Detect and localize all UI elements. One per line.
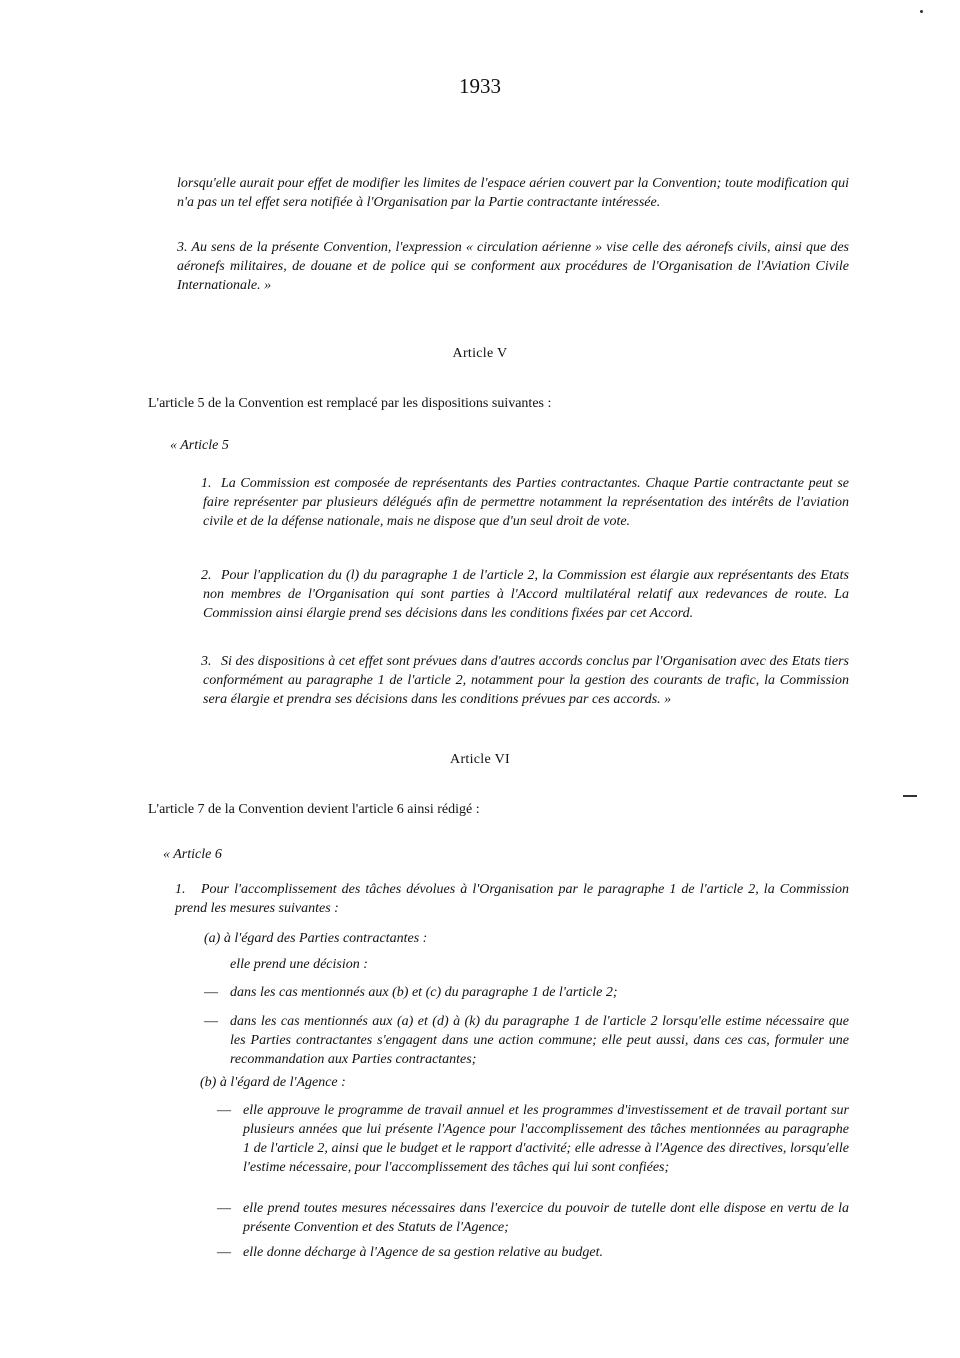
dash-glyph: — <box>217 1245 231 1260</box>
article-6-item-1-text: Pour l'accomplissement des tâches dévolues à l'Organisation par le paragraphe 1 de l'article 2, la Commission prend les mesures suivantes : <box>175 882 849 916</box>
article-5-item-1 <box>203 474 849 531</box>
article-5-item-2-number: 2. <box>201 568 212 583</box>
article-vi-intro: L'article 7 de la Convention devient l'article 6 ainsi rédigé : <box>148 802 480 817</box>
scan-mark <box>903 795 917 797</box>
page-number: 1933 <box>459 74 501 98</box>
dash-glyph: — <box>217 1103 231 1118</box>
sub-a-dash-1-text: dans les cas mentionnés aux (b) et (c) du paragraphe 1 de l'article 2; <box>230 985 618 1000</box>
article-vi-heading: Article VI <box>450 752 510 767</box>
paragraph-3-text: Au sens de la présente Convention, l'expression « circulation aérienne » vise celle des aéronefs civils, ainsi que des aéronefs militaires, de douane et de police qui se conforment aux procédures de l'Organisation de l'Aviation Civile Internationale. » <box>177 240 849 293</box>
sub-a-dash-2 <box>204 1012 849 1069</box>
article-5-item-1-number: 1. <box>201 476 212 491</box>
article-5-item-3 <box>203 652 849 709</box>
sub-b-dash-1 <box>217 1101 849 1177</box>
intro-paragraph: lorsqu'elle aurait pour effet de modifier les limites de l'espace aérien couvert par la Convention; toute modification qui n'a pas un tel effet sera notifiée à l'Organisation par la Partie contractante intéressée. <box>177 176 849 210</box>
article-5-item-2 <box>203 566 849 623</box>
article-v-heading: Article V <box>452 346 508 361</box>
paragraph-3 <box>177 238 849 295</box>
sub-a-dash-2-text: dans les cas mentionnés aux (a) et (d) à (k) du paragraphe 1 de l'article 2 lorsqu'elle estime nécessaire que les Parties contractantes s'engagent dans une action commune; elle peut aussi, dans ces cas, formuler une recommandation aux Parties contractantes; <box>230 1014 849 1067</box>
sub-b-dash-2-text: elle prend toutes mesures nécessaires dans l'exercice du pouvoir de tutelle dont elle dispose en vertu de la présente Convention et des Statuts de l'Agence; <box>243 1201 849 1235</box>
article-5-heading: « Article 5 <box>170 438 229 453</box>
sub-b-label: (b) à l'égard de l'Agence : <box>200 1075 346 1090</box>
dash-glyph: — <box>204 1014 218 1029</box>
paragraph-3-number: 3. <box>177 240 188 255</box>
article-5-item-3-text: Si des dispositions à cet effet sont prévues dans d'autres accords conclus par l'Organisation avec des Etats tiers conformément au paragraphe 1 de l'article 2, notamment pour la gestion des courants de trafic, la Commission sera élargie et prendra ses décisions dans les conditions prévues par ces accords. » <box>203 654 849 707</box>
sub-b-dash-2 <box>217 1199 849 1237</box>
sub-a-label: (a) à l'égard des Parties contractantes : <box>204 931 428 946</box>
sub-a-decision: elle prend une décision : <box>230 957 368 972</box>
article-6-item-1-number: 1. <box>175 882 186 897</box>
dash-glyph: — <box>217 1201 231 1216</box>
sub-b-dash-1-text: elle approuve le programme de travail annuel et les programmes d'investissement et de travail portant sur plusieurs années que lui présente l'Agence pour l'accomplissement des tâches mentionnées au paragraphe 1 de l'article 2, ainsi que le budget et le rapport d'activité; elle adresse à l'Agence des directives, lorsqu'elle l'estime nécessaire, pour l'accomplissement des tâches qui lui sont confiées; <box>243 1103 849 1175</box>
article-5-item-1-text: La Commission est composée de représentants des Parties contractantes. Chaque Partie contractante peut se faire représenter par plusieurs délégués afin de permettre notamment la représentation des intérêts de l'aviation civile et de la défense nationale, mais ne dispose que d'un seul droit de vote. <box>203 476 849 529</box>
article-5-item-2-text: Pour l'application du (l) du paragraphe 1 de l'article 2, la Commission est élargie aux représentants des Etats non membres de l'Organisation qui sont parties à l'Accord multilatéral relatif aux redevances de route. La Commission ainsi élargie prend ses décisions dans les conditions fixées par cet Accord. <box>203 568 849 621</box>
sub-b-dash-3-text: elle donne décharge à l'Agence de sa gestion relative au budget. <box>243 1245 604 1260</box>
sub-b-dash-3 <box>217 1243 849 1262</box>
article-v-intro: L'article 5 de la Convention est remplacé par les dispositions suivantes : <box>148 396 552 411</box>
scan-speck <box>920 10 923 13</box>
article-6-item-1 <box>175 880 849 918</box>
dash-glyph: — <box>204 985 218 1000</box>
article-5-item-3-number: 3. <box>201 654 212 669</box>
sub-a-dash-1 <box>204 983 849 1002</box>
article-6-heading: « Article 6 <box>163 847 222 862</box>
